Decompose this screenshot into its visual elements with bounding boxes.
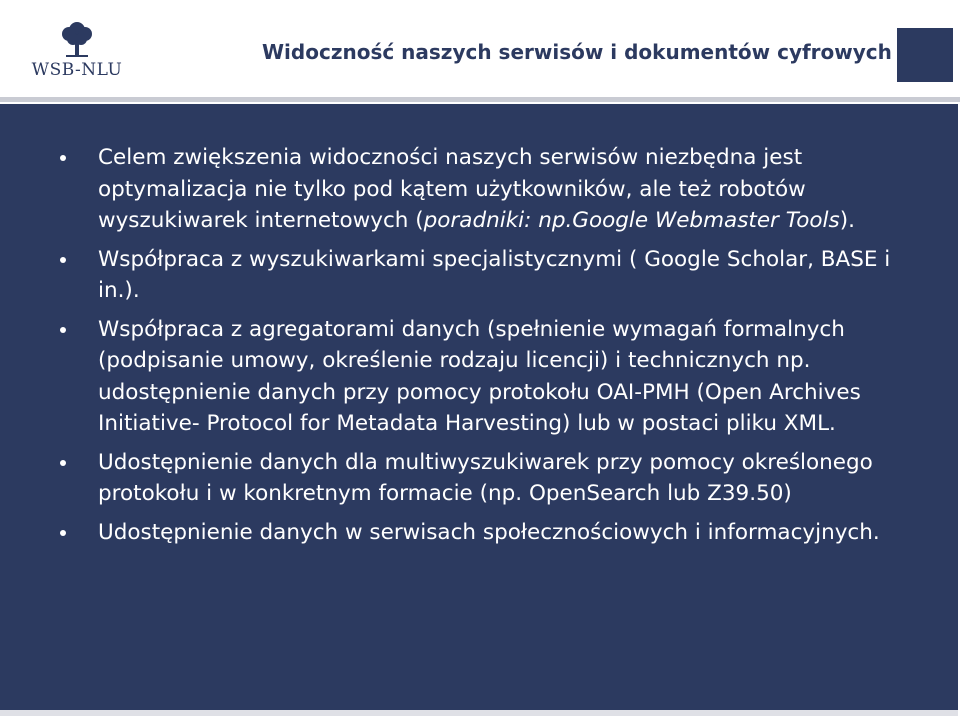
- list-item: [56, 314, 916, 440]
- bullet-icon: [60, 327, 66, 333]
- bullet-text: Udostępnienie danych dla multiwyszukiwarek przy pomocy określonego protokołu i w konkretnym formacie (np. OpenSearch lub Z39.50): [98, 449, 873, 506]
- title-divider: [0, 97, 960, 102]
- list-item: [56, 517, 916, 549]
- list-item: [56, 142, 916, 237]
- bullet-text: Współpraca z wyszukiwarkami specjalistycznymi ( Google Scholar, BASE i in.).: [98, 246, 891, 303]
- bullet-text: Udostępnienie danych w serwisach społecznościowych i informacyjnych.: [98, 519, 880, 545]
- bullet-text: Celem zwiększenia widoczności naszych serwisów niezbędna jest optymalizacja nie tylko pod kątem użytkowników, ale też robotów wyszukiwarek internetowych (: [98, 145, 806, 233]
- slide-header: [0, 0, 960, 104]
- logo-text: WSB-NLU: [31, 60, 123, 80]
- slide-title: Widoczność naszych serwisów i dokumentów cyfrowych: [262, 40, 892, 64]
- bullet-icon: [60, 460, 66, 466]
- tree-logo-icon: [58, 20, 96, 58]
- bullet-icon: [60, 530, 66, 536]
- bullet-list: [56, 142, 916, 555]
- bullet-icon: [60, 257, 66, 263]
- content-panel: [0, 104, 958, 716]
- bullet-text: Współpraca z agregatorami danych (spełnienie wymagań formalnych (podpisanie umowy, określenie rodzaju licencji) i technicznych np. udostępnienie danych przy pomocy protokołu OAI-PMH (Open Archives Initiative- Protocol for Metadata Harvesting) lub w postaci pliku XML.: [98, 316, 861, 436]
- logo: [22, 20, 132, 90]
- bullet-text: ).: [839, 208, 855, 233]
- bullet-text-italic: poradniki: np.Google Webmaster Tools: [423, 208, 840, 233]
- list-item: [56, 244, 916, 307]
- list-item: [56, 447, 916, 510]
- bullet-icon: [60, 155, 66, 161]
- corner-decoration: [897, 28, 953, 82]
